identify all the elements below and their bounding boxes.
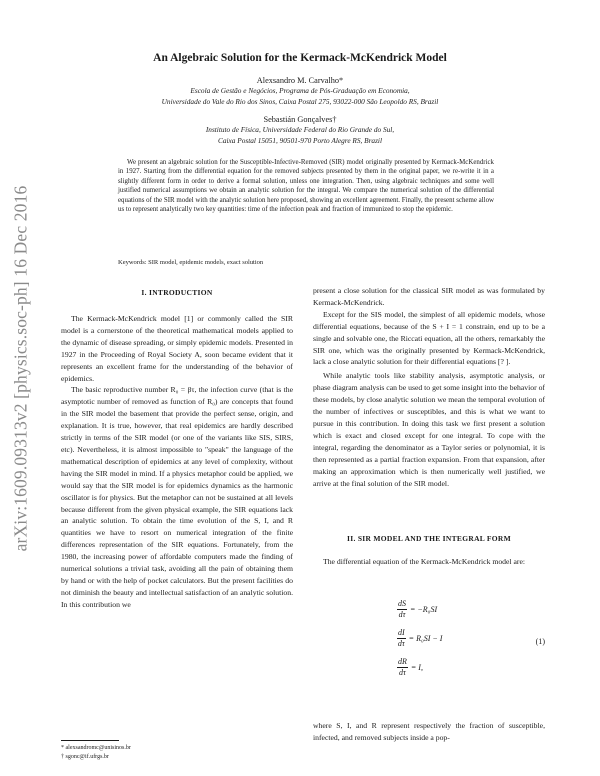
author-affiliation-1 [0,86,600,107]
fraction-denominator: dτ [398,609,406,619]
section-heading-sir-model: II. SIR MODEL AND THE INTEGRAL FORM [347,534,511,543]
author-name-1: Alexsandro M. Carvalho* [256,76,344,85]
author-affiliation-2 [0,125,600,146]
equation-row [397,595,437,623]
author-name-2: Sebastián Gonçalves† [263,115,337,124]
left-column [61,313,293,611]
section2-intro [313,556,545,568]
footnote-rule [61,740,119,741]
equation-row [397,624,442,652]
body-paragraph: where S, I, and R represent respectively the fraction of susceptible, infected, and removed subjects inside a pop- [313,721,545,742]
affiliation-line: Escola de Gestão e Negócios, Programa de Pós-Graduação em Economia, [190,86,410,95]
footnotes [61,744,131,762]
equation-row [397,653,423,681]
abstract: We present an algebraic solution for the Susceptible-Infective-Removed (SIR) model originally presented by Kermack-McKendrick in 1927. Starting from the differential equation for the removed subjects presented by them in the original paper, we re-write it in a slightly different form in order to derive a formal solution, unless one integration. Then, using algebraic techniques and some well justified numerical assumptions we obtain an analytic solution for the integral. We compare the numerical solution of the differential equations of the SIR model with the analytic solution here proposed, showing an excellent agreement. Finally, the present scheme allow us to represent analytically two key quantities: time of the infection peak and fraction of immunized to stop the epidemic. [118,159,494,214]
equation-rhs: = −R₀SI [410,604,438,614]
fraction-numerator: dI [398,627,405,637]
equation-number: (1) [535,637,545,646]
arxiv-identifier-stamp [8,148,34,588]
equation-rhs: = I, [410,662,423,672]
footnote-email-2: † sgonc@if.ufrgs.br [61,754,109,760]
right-column [313,285,545,489]
fraction-numerator: dS [398,598,406,608]
body-paragraph: While analytic tools like stability analysis, asymptotic analysis, or phase diagram analysis can be used to get some insight into the behavior of these models, by close analytic solution we mean the temporal evolution of the number of infectives or susceptibles, and this is what we want to pursue in this contribution. In doing this task we first present a solution which is exact and closed except for one integral. To cope with the integral, regarding the denominator as a Taylor series or polynomial, it is then represented as a partial fraction expansion. From that expansion, after making an approximation which is then numerically well justified, we arrive at the final solution of the SIR model. [313,371,545,488]
fraction-denominator: dτ [399,667,406,677]
equation-1 [313,595,545,690]
keywords: Keywords: SIR model, epidemic models, exact solution [118,259,264,266]
section2-continuation [313,720,545,744]
fraction [397,628,406,649]
arxiv-identifier-text: arXiv:1609.09313v2 [physics.soc-ph] 16 Dec 2016 [10,185,31,551]
body-paragraph: present a close solution for the classical SIR model as was formulated by Kermack-McKendrick. [313,286,545,307]
body-paragraph: The Kermack-McKendrick model [1] or commonly called the SIR model is a cornerstone of the theoretical mathematical models applied to the dynamic of disease spreading, or simply epidemic models. Presented in 1927 in the Proceeding of Royal Society A, soon became evident that it represents an excellent frame for the understanding of the behavior of epidemics. [61,314,293,383]
fraction-numerator: dR [398,656,407,666]
body-paragraph: The basic reproductive number R₀ = βτ, the infection curve (that is the asymptotic number of removed as function of R₀) are concepts that found in the SIR model the basement that provide the perfect sense, origin, and explanation. It is true, however, that real epidemics are hardly described strictly in terms of the SIR model (or one of the variants like SIS, SIRS, etc). Nevertheless, it is almost impossible to "speak" the language of the mathematical description of epidemics at any level of complexity, without having the SIR model in mind. If a physics metaphor could be applied, we would say that the SIR model is for epidemics dynamics as the harmonic oscillator is for physics. But the metaphor can not be sustained at all levels because different from the given physical example, the SIR equations lack an analytic solution. To obtain the time evolution of the S, I, and R quantities we have to resort on numerical integration of the finite differences representation of the SIR equations. Fortunately, from the 1980, the increasing power of affordable computers made the finding of numerical solutions a trivial task, avoiding all the pain of obtaining them by hand or with the help of pocket calculators. But the present facilities do not diminish the beauty and intellectual satisfaction of an analytic solution. In this contribution we [61,385,293,609]
affiliation-line: Instituto de Física, Universidade Federal do Rio Grande do Sul, [205,125,395,134]
section-heading-introduction: I. INTRODUCTION [141,288,213,297]
equation-rhs: = R₀SI − I [408,633,443,643]
affiliation-line: Universidade do Vale do Rio dos Sinos, Caixa Postal 275, 93022-000 São Leopoldo RS, Brazil [161,96,439,106]
affiliation-line: Caixa Postal 15051, 90501-970 Porto Alegre RS, Brazil [218,135,382,145]
body-paragraph: Except for the SIS model, the simplest of all epidemic models, whose differential equations, because of the S + I = 1 constrain, end up to be a single and solvable one, the Riccati equation, all the others, remarkably the SIR one, which was the originally presented by Kermack-McKendrick, lack a close analytic solution for their differential equations [? ]. [313,309,545,367]
fraction-denominator: dτ [397,638,405,648]
footnote-email-1: * alexsandromc@unisinos.br [61,745,131,751]
fraction [397,599,407,620]
fraction [397,657,408,678]
body-paragraph: The differential equation of the Kermack-McKendrick model are: [323,557,525,566]
paper-title: An Algebraic Solution for the Kermack-McKendrick Model [153,52,447,64]
